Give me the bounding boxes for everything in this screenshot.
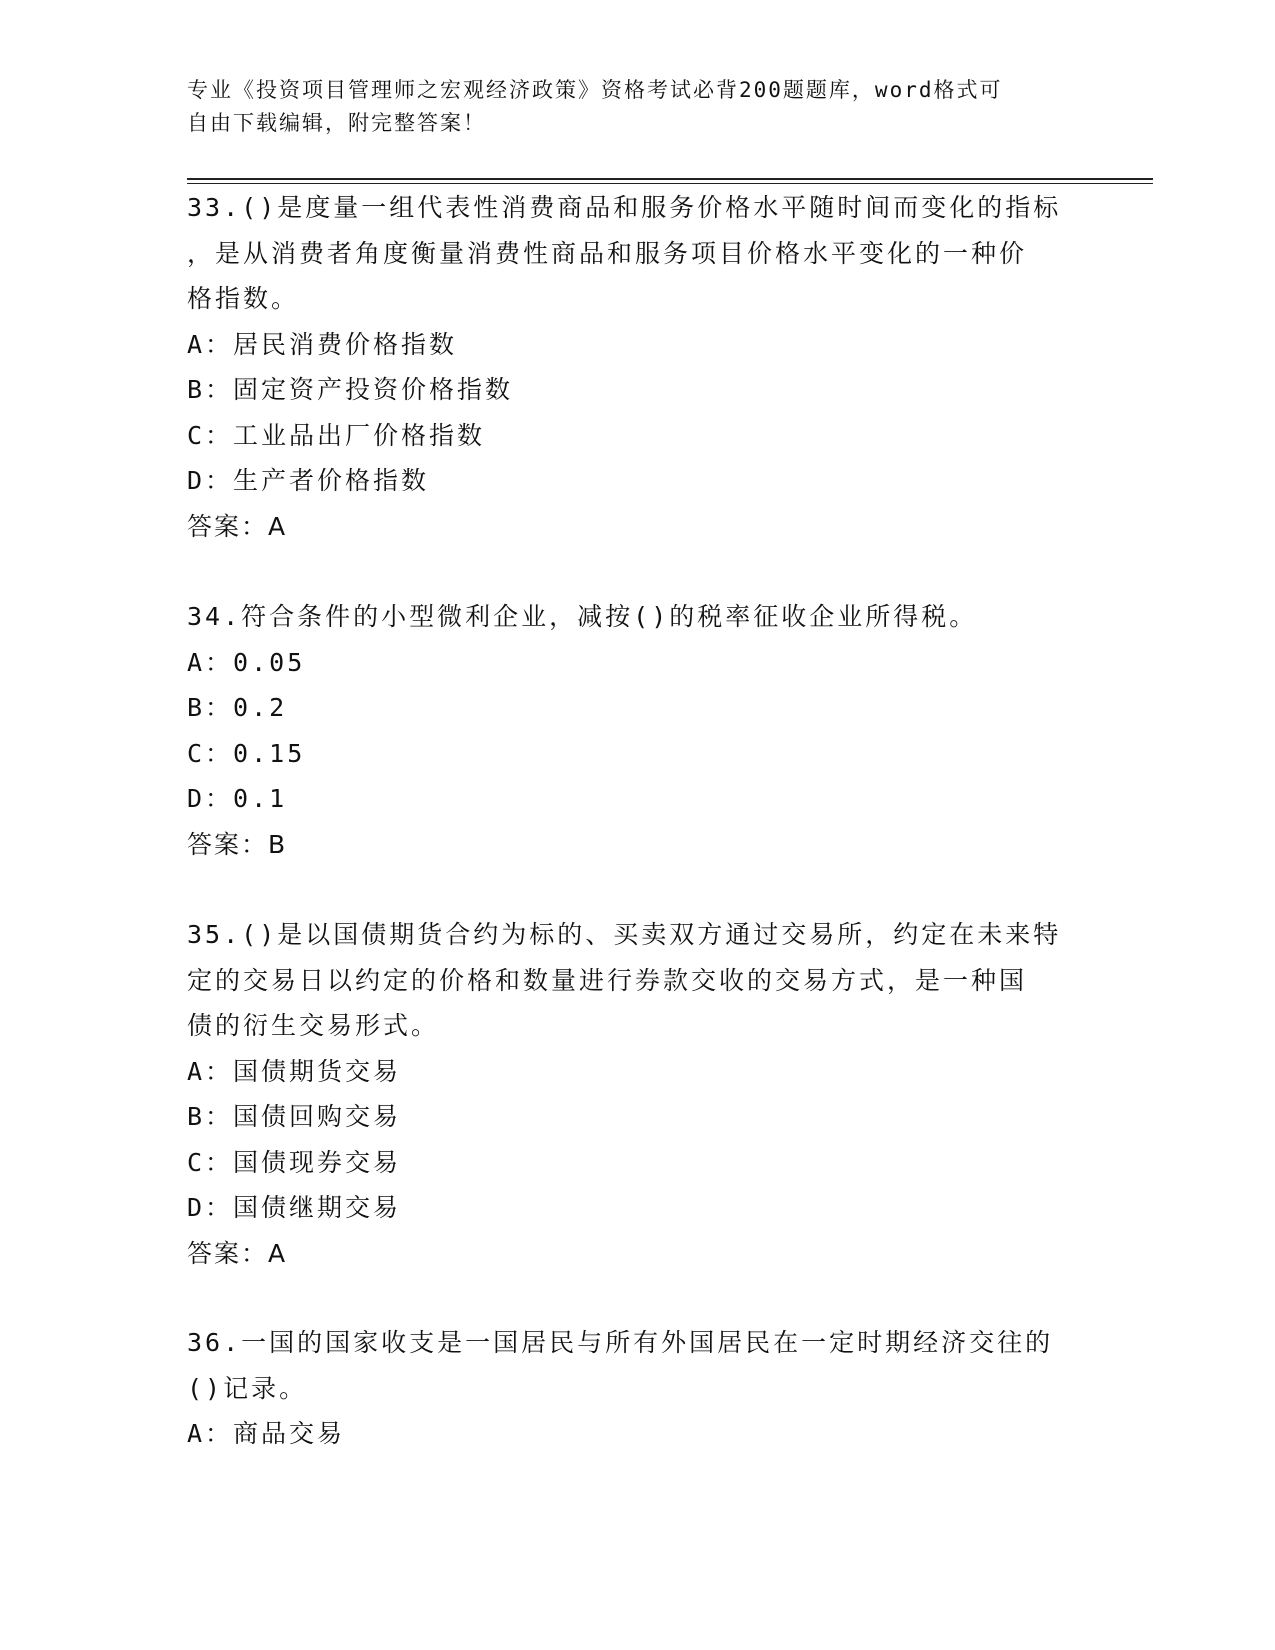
question-line: 34.符合条件的小型微利企业，减按()的税率征收企业所得税。	[187, 602, 978, 631]
option-d: D：生产者价格指数	[187, 466, 430, 495]
option-c: C：0.15	[187, 738, 306, 768]
answer: 答案：A	[187, 1238, 288, 1268]
question-34	[187, 594, 1087, 867]
page-header	[187, 74, 1087, 140]
answer: 答案：A	[187, 511, 288, 541]
option-d: D：0.1	[187, 784, 288, 813]
question-35	[187, 912, 1087, 1276]
answer: 答案：B	[187, 829, 288, 859]
option-a: A：居民消费价格指数	[187, 329, 458, 359]
question-text	[187, 912, 1087, 1049]
question-line: 定的交易日以约定的价格和数量进行券款交收的交易方式，是一种国	[187, 965, 1028, 995]
option-a: A：商品交易	[187, 1419, 346, 1448]
question-line: 36.一国的国家收支是一国居民与所有外国居民在一定时期经济交往的	[187, 1328, 1054, 1357]
option-b: B：0.2	[187, 693, 288, 722]
header-divider-thick	[187, 178, 1153, 180]
question-line: 35.()是以国债期货合约为标的、买卖双方通过交易所，约定在未来特	[187, 920, 1062, 949]
option-a: A：0.05	[187, 647, 306, 677]
question-text	[187, 594, 1087, 640]
option-d: D：国债继期交易	[187, 1193, 402, 1222]
option-b: B：固定资产投资价格指数	[187, 375, 514, 404]
header-divider-thin	[187, 183, 1153, 184]
question-line: 33.()是度量一组代表性消费商品和服务价格水平随时间而变化的指标	[187, 193, 1062, 222]
option-b: B：国债回购交易	[187, 1102, 402, 1131]
option-a: A：国债期货交易	[187, 1056, 402, 1086]
question-line: ，是从消费者角度衡量消费性商品和服务项目价格水平变化的一种价	[187, 238, 1028, 268]
question-line: 债的衍生交易形式。	[187, 1011, 440, 1040]
option-c: C：工业品出厂价格指数	[187, 420, 486, 450]
question-33	[187, 185, 1087, 549]
question-36	[187, 1320, 1087, 1457]
question-line: 格指数。	[187, 284, 300, 313]
question-text	[187, 185, 1087, 322]
question-line: ()记录。	[187, 1373, 308, 1403]
header-line-2: 自由下载编辑，附完整答案！	[187, 111, 486, 135]
header-line-1: 专业《投资项目管理师之宏观经济政策》资格考试必背200题题库，word格式可	[187, 78, 1003, 102]
question-text	[187, 1320, 1087, 1411]
option-c: C：国债现券交易	[187, 1147, 402, 1177]
